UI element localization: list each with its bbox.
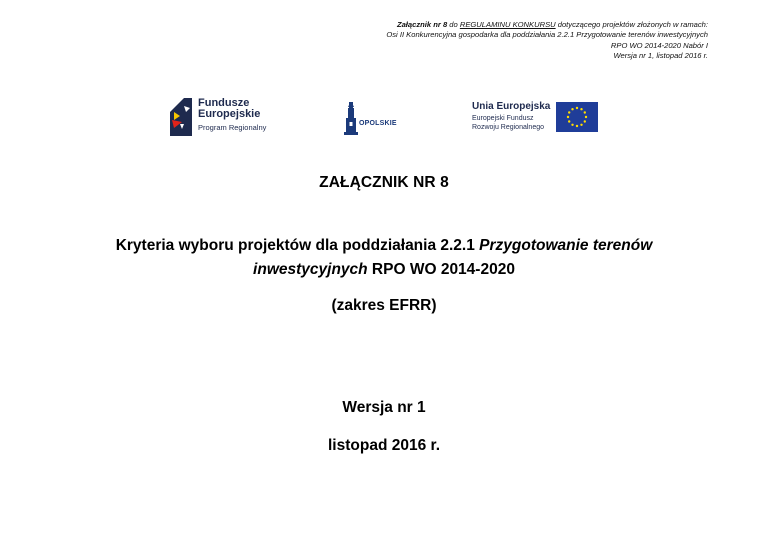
header-line-2: Osi II Konkurencyjna gospodarka dla poddziałania 2.2.1 Przygotowanie terenów inwestycyjnych xyxy=(386,30,708,40)
ue-title: Unia Europejska xyxy=(472,101,551,112)
document-subtitle xyxy=(40,234,728,282)
header-regulation-link: REGULAMINU KONKURSU xyxy=(459,20,556,29)
subtitle-italic-2: inwestycyjnych xyxy=(253,261,368,278)
opolskie-tower-icon xyxy=(343,102,359,136)
page-header xyxy=(248,20,708,62)
fe-line-1: Fundusze xyxy=(198,97,250,109)
header-annex-number: Załącznik nr 8 xyxy=(396,20,448,29)
logo-bar xyxy=(0,98,768,142)
opolskie-logo xyxy=(343,102,399,138)
version-label: Wersja nr 1 xyxy=(342,399,426,416)
fe-line-2: Europejskie xyxy=(198,108,261,120)
ue-line-3: Rozwoju Regionalnego xyxy=(472,123,544,131)
fundusze-europejskie-text xyxy=(198,98,266,133)
subtitle-program: RPO WO 2014-2020 xyxy=(367,261,515,278)
header-line-1 xyxy=(248,20,708,30)
fe-line-3: Program Regionalny xyxy=(198,123,267,132)
header-text: dotyczącego projektów złożonych w ramach: xyxy=(555,20,708,29)
header-line-4: Wersja nr 1, listopad 2016 r. xyxy=(613,51,708,61)
fundusze-europejskie-emblem-icon xyxy=(170,98,192,136)
header-line-3: RPO WO 2014-2020 Nabór I xyxy=(610,40,708,50)
ue-line-2: Europejski Fundusz xyxy=(472,115,534,122)
header-text: do xyxy=(447,20,460,29)
eu-flag-icon xyxy=(556,102,598,132)
opolskie-label: OPOLSKIE xyxy=(359,120,397,127)
date-label: listopad 2016 r. xyxy=(328,437,440,454)
unia-europejska-text xyxy=(472,102,550,132)
scope-label: (zakres EFRR) xyxy=(331,297,437,314)
subtitle-text: Kryteria wyboru projektów dla poddziałania 2.2.1 xyxy=(115,237,480,254)
subtitle-italic-1: Przygotowanie terenów xyxy=(479,237,653,254)
annex-title: ZAŁĄCZNIK NR 8 xyxy=(319,174,449,191)
fundusze-europejskie-logo xyxy=(170,98,266,138)
